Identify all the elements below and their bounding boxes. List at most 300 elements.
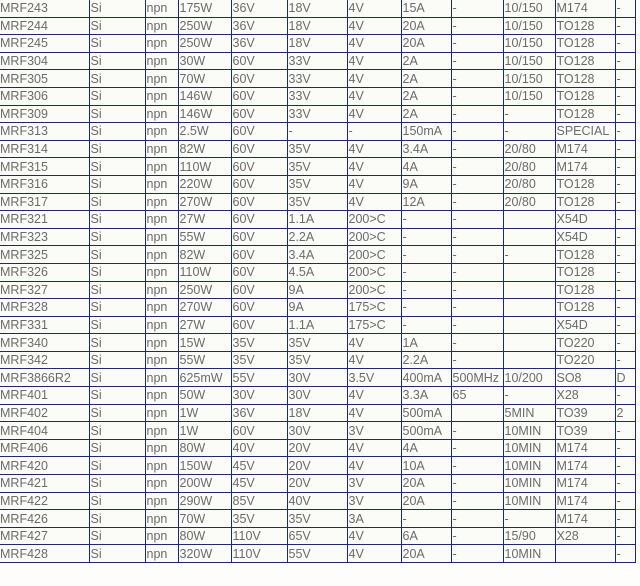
table-row <box>0 0 635 17</box>
cell-vceo: 30V <box>287 369 347 387</box>
cell-vebo: 4V <box>347 351 401 369</box>
cell-vceo: 18V <box>287 35 347 53</box>
cell-ic: 20A <box>401 475 451 493</box>
cell-polarity: npn <box>145 70 178 88</box>
cell-ft: - <box>451 17 503 35</box>
cell-extra: - <box>615 281 635 299</box>
cell-vcbo: 35V <box>231 510 287 528</box>
cell-part-number: MRF316 <box>0 175 89 193</box>
cell-part-number: MRF342 <box>0 351 89 369</box>
cell-ft: - <box>451 492 503 510</box>
cell-material: Si <box>89 158 145 176</box>
cell-vebo: 3V <box>347 422 401 440</box>
cell-part-number: MRF323 <box>0 228 89 246</box>
cell-hfe: 10/150 <box>503 35 555 53</box>
cell-ft: - <box>451 475 503 493</box>
cell-vcbo: 60V <box>231 299 287 317</box>
cell-ft: - <box>451 422 503 440</box>
cell-material: Si <box>89 123 145 141</box>
cell-vcbo: 60V <box>231 105 287 123</box>
cell-material: Si <box>89 281 145 299</box>
cell-vceo: 20V <box>287 475 347 493</box>
cell-power: 625mW <box>178 369 231 387</box>
cell-vebo: 200>C <box>347 228 401 246</box>
cell-vebo: 200>C <box>347 211 401 229</box>
cell-ic: - <box>401 316 451 334</box>
table-row <box>0 211 635 229</box>
cell-extra: - <box>615 387 635 405</box>
table-row <box>0 369 635 387</box>
cell-part-number: MRF244 <box>0 17 89 35</box>
cell-polarity: npn <box>145 387 178 405</box>
cell-vceo: 18V <box>287 17 347 35</box>
cell-material: Si <box>89 475 145 493</box>
cell-power: 250W <box>178 17 231 35</box>
cell-vebo: 4V <box>347 52 401 70</box>
cell-hfe <box>503 281 555 299</box>
cell-hfe: 15/90 <box>503 527 555 545</box>
cell-extra: - <box>615 17 635 35</box>
cell-hfe: - <box>503 105 555 123</box>
cell-ft: - <box>451 263 503 281</box>
cell-ic: 15A <box>401 0 451 17</box>
cell-polarity: npn <box>145 527 178 545</box>
cell-part-number: MRF331 <box>0 316 89 334</box>
cell-package: SPECIAL <box>555 123 615 141</box>
cell-ic: - <box>401 299 451 317</box>
cell-vceo: 4.5A <box>287 263 347 281</box>
cell-ic: 2A <box>401 52 451 70</box>
cell-extra: D <box>615 369 635 387</box>
cell-ic: 4A <box>401 439 451 457</box>
cell-vcbo: 35V <box>231 351 287 369</box>
cell-hfe <box>503 299 555 317</box>
cell-vebo: - <box>347 123 401 141</box>
cell-part-number: MRF304 <box>0 52 89 70</box>
table-row <box>0 52 635 70</box>
cell-vcbo: 60V <box>231 158 287 176</box>
cell-vceo: 2.2A <box>287 228 347 246</box>
cell-vcbo: 40V <box>231 439 287 457</box>
table-row <box>0 492 635 510</box>
cell-ic: 150mA <box>401 123 451 141</box>
cell-vcbo: 55V <box>231 369 287 387</box>
cell-package: M174 <box>555 158 615 176</box>
cell-vcbo: 30V <box>231 387 287 405</box>
cell-extra: - <box>615 527 635 545</box>
cell-extra: - <box>615 123 635 141</box>
cell-vceo: 33V <box>287 105 347 123</box>
cell-material: Si <box>89 545 145 563</box>
cell-material: Si <box>89 316 145 334</box>
cell-package: TO128 <box>555 263 615 281</box>
cell-ic: 4A <box>401 158 451 176</box>
cell-material: Si <box>89 193 145 211</box>
cell-material: Si <box>89 387 145 405</box>
cell-package <box>555 545 615 563</box>
cell-vebo: 3V <box>347 492 401 510</box>
cell-extra: - <box>615 510 635 528</box>
cell-hfe <box>503 316 555 334</box>
cell-package: TO128 <box>555 246 615 264</box>
cell-material: Si <box>89 457 145 475</box>
cell-package: M174 <box>555 140 615 158</box>
cell-ic: - <box>401 510 451 528</box>
cell-part-number: MRF321 <box>0 211 89 229</box>
cell-ft: - <box>451 228 503 246</box>
cell-extra: - <box>615 0 635 17</box>
cell-material: Si <box>89 527 145 545</box>
cell-ic: 12A <box>401 193 451 211</box>
cell-power: 270W <box>178 299 231 317</box>
cell-part-number: MRF340 <box>0 334 89 352</box>
table-row <box>0 387 635 405</box>
cell-vceo: 20V <box>287 457 347 475</box>
cell-ft: - <box>451 193 503 211</box>
cell-vceo: 55V <box>287 545 347 563</box>
cell-ic: 2.2A <box>401 351 451 369</box>
cell-ft: - <box>451 510 503 528</box>
cell-material: Si <box>89 105 145 123</box>
cell-vebo: 175>C <box>347 299 401 317</box>
cell-extra: - <box>615 175 635 193</box>
cell-hfe <box>503 351 555 369</box>
cell-hfe: 5MIN <box>503 404 555 422</box>
table-row <box>0 351 635 369</box>
cell-power: 320W <box>178 545 231 563</box>
cell-power: 1W <box>178 422 231 440</box>
cell-part-number: MRF421 <box>0 475 89 493</box>
cell-ft: - <box>451 527 503 545</box>
table-row <box>0 404 635 422</box>
cell-ic: - <box>401 228 451 246</box>
cell-polarity: npn <box>145 422 178 440</box>
cell-ft: 500MHz <box>451 369 503 387</box>
cell-vebo: 3A <box>347 510 401 528</box>
cell-extra: - <box>615 105 635 123</box>
cell-package: TO128 <box>555 175 615 193</box>
cell-material: Si <box>89 175 145 193</box>
cell-extra: - <box>615 140 635 158</box>
cell-polarity: npn <box>145 299 178 317</box>
cell-vebo: 3V <box>347 475 401 493</box>
cell-part-number: MRF406 <box>0 439 89 457</box>
cell-ic: 500mA <box>401 422 451 440</box>
cell-material: Si <box>89 211 145 229</box>
table-row <box>0 299 635 317</box>
cell-part-number: MRF428 <box>0 545 89 563</box>
table-row <box>0 316 635 334</box>
cell-polarity: npn <box>145 281 178 299</box>
cell-material: Si <box>89 299 145 317</box>
cell-polarity: npn <box>145 17 178 35</box>
cell-vcbo: 60V <box>231 316 287 334</box>
cell-vceo: 20V <box>287 439 347 457</box>
cell-ft: - <box>451 299 503 317</box>
table-row <box>0 123 635 141</box>
cell-vcbo: 60V <box>231 263 287 281</box>
cell-extra: - <box>615 246 635 264</box>
cell-ft: - <box>451 246 503 264</box>
cell-extra: - <box>615 316 635 334</box>
cell-power: 270W <box>178 193 231 211</box>
cell-package: TO128 <box>555 105 615 123</box>
cell-polarity: npn <box>145 510 178 528</box>
cell-material: Si <box>89 17 145 35</box>
cell-package: M174 <box>555 0 615 17</box>
cell-vebo: 4V <box>347 457 401 475</box>
cell-extra: - <box>615 70 635 88</box>
cell-vceo: 18V <box>287 0 347 17</box>
cell-polarity: npn <box>145 492 178 510</box>
cell-part-number: MRF3866R2 <box>0 369 89 387</box>
cell-vebo: 3.5V <box>347 369 401 387</box>
cell-extra: - <box>615 263 635 281</box>
table-row <box>0 87 635 105</box>
cell-vcbo: 45V <box>231 475 287 493</box>
table-row <box>0 422 635 440</box>
cell-polarity: npn <box>145 158 178 176</box>
cell-part-number: MRF401 <box>0 387 89 405</box>
cell-part-number: MRF427 <box>0 527 89 545</box>
cell-vceo: 30V <box>287 387 347 405</box>
cell-vcbo: 85V <box>231 492 287 510</box>
cell-vceo: 35V <box>287 334 347 352</box>
cell-power: 80W <box>178 439 231 457</box>
cell-power: 146W <box>178 87 231 105</box>
cell-package: TO39 <box>555 422 615 440</box>
cell-polarity: npn <box>145 211 178 229</box>
cell-ic: 6A <box>401 527 451 545</box>
cell-vcbo: 110V <box>231 545 287 563</box>
cell-ic: 20A <box>401 35 451 53</box>
cell-material: Si <box>89 492 145 510</box>
cell-vceo: 1.1A <box>287 316 347 334</box>
cell-hfe: 10/150 <box>503 70 555 88</box>
cell-package: M174 <box>555 457 615 475</box>
cell-polarity: npn <box>145 193 178 211</box>
cell-package: TO128 <box>555 70 615 88</box>
cell-power: 146W <box>178 105 231 123</box>
cell-package: M174 <box>555 510 615 528</box>
cell-ic: - <box>401 263 451 281</box>
cell-power: 55W <box>178 228 231 246</box>
cell-ic: 2A <box>401 105 451 123</box>
cell-ic: 20A <box>401 492 451 510</box>
cell-vcbo: 60V <box>231 228 287 246</box>
cell-vcbo: 60V <box>231 193 287 211</box>
cell-package: X54D <box>555 211 615 229</box>
cell-material: Si <box>89 263 145 281</box>
cell-extra: 2 <box>615 404 635 422</box>
cell-power: 82W <box>178 140 231 158</box>
cell-hfe <box>503 211 555 229</box>
cell-part-number: MRF426 <box>0 510 89 528</box>
cell-hfe: 10MIN <box>503 439 555 457</box>
cell-polarity: npn <box>145 87 178 105</box>
cell-polarity: npn <box>145 369 178 387</box>
cell-vebo: 4V <box>347 35 401 53</box>
table-row <box>0 228 635 246</box>
table-row <box>0 105 635 123</box>
table-row <box>0 475 635 493</box>
cell-ic: - <box>401 281 451 299</box>
cell-polarity: npn <box>145 140 178 158</box>
cell-polarity: npn <box>145 404 178 422</box>
cell-ft: - <box>451 123 503 141</box>
cell-material: Si <box>89 140 145 158</box>
cell-ft: - <box>451 439 503 457</box>
cell-hfe: - <box>503 123 555 141</box>
cell-vcbo: 36V <box>231 17 287 35</box>
cell-vcbo: 60V <box>231 52 287 70</box>
table-row <box>0 193 635 211</box>
table-row <box>0 140 635 158</box>
cell-vcbo: 60V <box>231 211 287 229</box>
cell-package: TO128 <box>555 193 615 211</box>
cell-power: 30W <box>178 52 231 70</box>
cell-vebo: 4V <box>347 545 401 563</box>
cell-hfe: 10MIN <box>503 492 555 510</box>
table-row <box>0 510 635 528</box>
cell-vebo: 200>C <box>347 281 401 299</box>
cell-ic: 400mA <box>401 369 451 387</box>
table-row <box>0 527 635 545</box>
table-row <box>0 457 635 475</box>
cell-hfe: 10/150 <box>503 17 555 35</box>
cell-power: 50W <box>178 387 231 405</box>
cell-hfe: - <box>503 510 555 528</box>
cell-vcbo: 36V <box>231 0 287 17</box>
cell-part-number: MRF314 <box>0 140 89 158</box>
cell-vceo: 3.4A <box>287 246 347 264</box>
cell-ic: 20A <box>401 545 451 563</box>
cell-power: 290W <box>178 492 231 510</box>
cell-package: TO128 <box>555 52 615 70</box>
table-row <box>0 334 635 352</box>
cell-extra: - <box>615 228 635 246</box>
cell-hfe: 10MIN <box>503 475 555 493</box>
cell-package: X28 <box>555 387 615 405</box>
cell-hfe: 10MIN <box>503 422 555 440</box>
cell-vceo: 30V <box>287 422 347 440</box>
cell-vceo: 35V <box>287 140 347 158</box>
cell-package: TO128 <box>555 281 615 299</box>
cell-package: TO220 <box>555 351 615 369</box>
cell-ic: 10A <box>401 457 451 475</box>
cell-power: 150W <box>178 457 231 475</box>
cell-vebo: 4V <box>347 193 401 211</box>
table-row <box>0 439 635 457</box>
cell-part-number: MRF305 <box>0 70 89 88</box>
cell-extra: - <box>615 87 635 105</box>
cell-vebo: 4V <box>347 17 401 35</box>
cell-hfe <box>503 228 555 246</box>
cell-vcbo: 60V <box>231 175 287 193</box>
cell-extra: - <box>615 457 635 475</box>
cell-vcbo: 60V <box>231 140 287 158</box>
cell-part-number: MRF313 <box>0 123 89 141</box>
table-row <box>0 263 635 281</box>
cell-vebo: 4V <box>347 527 401 545</box>
cell-vceo: 35V <box>287 158 347 176</box>
table-row <box>0 35 635 53</box>
cell-package: M174 <box>555 492 615 510</box>
cell-ic: - <box>401 246 451 264</box>
cell-polarity: npn <box>145 228 178 246</box>
cell-power: 250W <box>178 35 231 53</box>
cell-vcbo: 60V <box>231 246 287 264</box>
cell-power: 200W <box>178 475 231 493</box>
cell-polarity: npn <box>145 52 178 70</box>
table-row <box>0 17 635 35</box>
cell-material: Si <box>89 87 145 105</box>
cell-power: 250W <box>178 281 231 299</box>
cell-power: 82W <box>178 246 231 264</box>
cell-extra: - <box>615 439 635 457</box>
cell-vceo: 9A <box>287 281 347 299</box>
cell-vebo: 4V <box>347 387 401 405</box>
cell-ft: - <box>451 105 503 123</box>
cell-polarity: npn <box>145 334 178 352</box>
cell-power: 175W <box>178 0 231 17</box>
cell-vebo: 4V <box>347 404 401 422</box>
cell-material: Si <box>89 228 145 246</box>
cell-power: 110W <box>178 263 231 281</box>
cell-part-number: MRF328 <box>0 299 89 317</box>
cell-ft: - <box>451 175 503 193</box>
cell-ft: - <box>451 351 503 369</box>
cell-part-number: MRF327 <box>0 281 89 299</box>
cell-polarity: npn <box>145 123 178 141</box>
cell-vceo: 33V <box>287 70 347 88</box>
cell-polarity: npn <box>145 263 178 281</box>
table-row <box>0 70 635 88</box>
cell-power: 80W <box>178 527 231 545</box>
cell-part-number: MRF306 <box>0 87 89 105</box>
cell-power: 2.5W <box>178 123 231 141</box>
cell-hfe: 10MIN <box>503 545 555 563</box>
cell-part-number: MRF317 <box>0 193 89 211</box>
cell-package: TO128 <box>555 299 615 317</box>
cell-polarity: npn <box>145 475 178 493</box>
cell-hfe: 20/80 <box>503 175 555 193</box>
table-row <box>0 545 635 563</box>
cell-hfe: 10/200 <box>503 369 555 387</box>
cell-package: M174 <box>555 475 615 493</box>
cell-ft <box>451 404 503 422</box>
cell-package: SO8 <box>555 369 615 387</box>
cell-package: TO39 <box>555 404 615 422</box>
cell-vceo: 9A <box>287 299 347 317</box>
cell-extra: - <box>615 299 635 317</box>
cell-vcbo: 60V <box>231 123 287 141</box>
cell-ft: - <box>451 545 503 563</box>
cell-ft: - <box>451 140 503 158</box>
cell-material: Si <box>89 35 145 53</box>
cell-extra: - <box>615 158 635 176</box>
cell-part-number: MRF315 <box>0 158 89 176</box>
cell-extra: - <box>615 35 635 53</box>
cell-hfe: 10MIN <box>503 457 555 475</box>
cell-material: Si <box>89 246 145 264</box>
cell-ft: - <box>451 0 503 17</box>
cell-vceo: 40V <box>287 492 347 510</box>
cell-vebo: 4V <box>347 158 401 176</box>
cell-extra: - <box>615 422 635 440</box>
cell-hfe: 10/150 <box>503 0 555 17</box>
cell-vebo: 4V <box>347 0 401 17</box>
